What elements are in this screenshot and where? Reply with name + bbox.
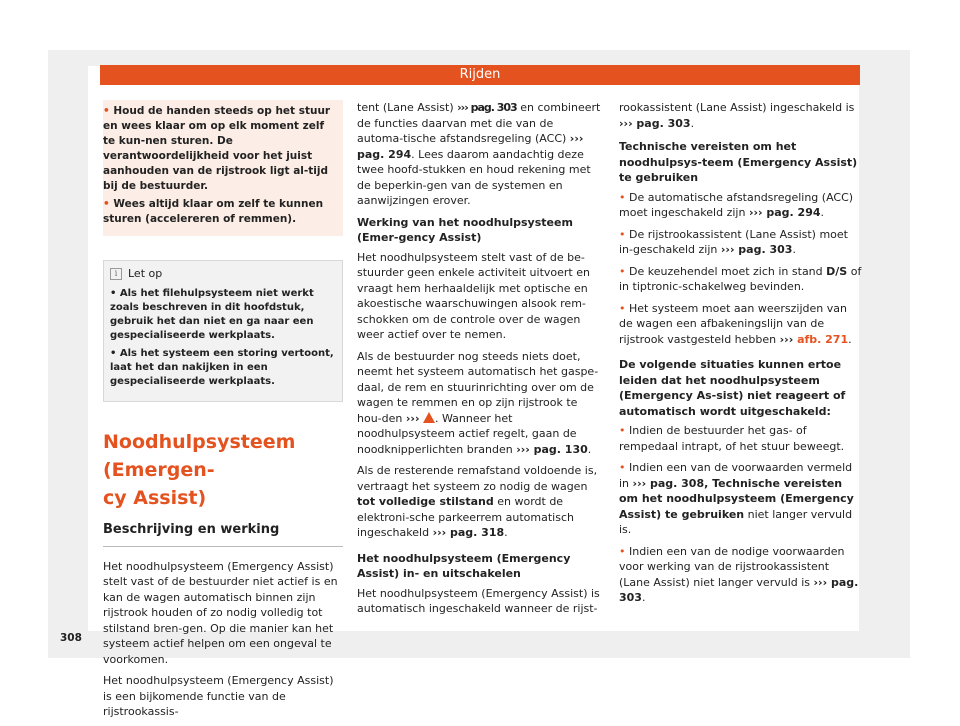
warning-box xyxy=(103,100,343,236)
warning-triangle-icon[interactable] xyxy=(423,412,435,423)
column-middle xyxy=(357,100,601,623)
paragraph: Het noodhulpsysteem stelt vast of de be-stuurder geen enkele activiteit uitvoert en vraagt hem herhaaldelijk met optische en akoestische waarschuwingen alsook rem-schokken om de controle over de wagen weer actief over te nemen. xyxy=(357,250,590,341)
note-box xyxy=(103,260,343,402)
paragraph: Als de bestuurder nog steeds niets doet, neemt het systeem automatisch het gaspe-daal, de rem en stuurinrichting over om de wagen te remmen en op zijn rijstrook te hou-den ››› . Wanneer het noodhulpsysteem actief regelt, gaan de noodknipperlichten branden ››› pag. 130. xyxy=(357,349,599,456)
list-item: • De keuzehendel moet zich in stand D/S of in tiptronic-schakelweg bevinden. xyxy=(619,264,862,293)
page-reference-link[interactable]: ››› pag. 303 xyxy=(619,116,691,130)
paragraph: rookassistent (Lane Assist) ingeschakeld is ››› pag. 303. xyxy=(619,101,855,130)
list-item: • Indien een van de nodige voorwaarden voor werking van de rijstrookassistent (Lane Assist) niet langer vervuld is ››› pag. 303. xyxy=(619,544,859,604)
note-header: i Let op xyxy=(110,267,336,281)
list-item: • Indien een van de voorwaarden vermeld in ››› pag. 308, Technische vereisten om het noodhulpsysteem (Emergency Assist) te gebruiken niet langer vervuld is. xyxy=(619,461,854,536)
page-number: 308 xyxy=(60,632,82,644)
note-item: • Als het systeem een storing vertoont, laat het dan nakijken in een gespecialiseerde werkplaats. xyxy=(110,348,334,387)
list-item: • De rijstrookassistent (Lane Assist) moet in-geschakeld zijn ››› pag. 303. xyxy=(619,227,848,256)
page-reference-link[interactable]: ››› pag. 303 xyxy=(457,101,517,114)
paragraph: Het noodhulpsysteem (Emergency Assist) is een bijkomende functie van de rijstrookassis- xyxy=(103,674,334,718)
page-reference-link[interactable]: ››› pag. 130 xyxy=(516,442,588,456)
section-title: Noodhulpsysteem (Emergen- cy Assist) xyxy=(103,431,296,509)
column-right xyxy=(619,100,863,612)
list-item: • Indien de bestuurder het gas- of rempedaal intrapt, of het stuur beweegt. xyxy=(619,424,845,453)
page-reference-link[interactable]: ››› pag. 294 xyxy=(357,132,584,161)
page-reference-link[interactable]: ››› pag. 294 xyxy=(748,206,821,219)
warning-item: • Wees altijd klaar om zelf te kunnen sturen (accelereren of remmen). xyxy=(103,198,324,225)
subheading: Het noodhulpsysteem (Emergency Assist) in- en uitschakelen xyxy=(357,551,571,580)
list-item: • De automatische afstandsregeling (ACC) moet ingeschakeld zijn ››› pag. 294. xyxy=(619,190,854,219)
list-item: • Het systeem moet aan weerszijden van de wagen een afbakeningslijn van de rijstrook vastgesteld hebben ››› afb. 271. xyxy=(619,301,852,346)
note-item: • Als het filehulpsysteem niet werkt zoals beschreven in dit hoofdstuk, gebruik het dan niet en ga naar een gespecialiseerde werkplaats. xyxy=(110,288,314,341)
page-reference-link[interactable]: ››› pag. 308, Technische vereisten om het noodhulpsysteem (Emergency Assist) te gebruiken xyxy=(619,476,854,521)
page-reference-link[interactable]: ››› pag. 303 xyxy=(619,575,859,604)
chapter-header: Rijden xyxy=(100,65,860,85)
page-reference-link[interactable]: ››› pag. 318 xyxy=(432,526,505,539)
paragraph: Het noodhulpsysteem (Emergency Assist) stelt vast of de bestuurder niet actief is en kan de wagen automatisch binnen zijn rijstrook houden of zo nodig volledig tot stilstand bren-gen. Op die manier kan het systeem actief helpen om een ongeval te voorkomen. xyxy=(103,559,338,666)
subheading: Werking van het noodhulpsysteem (Emer-gency Assist) xyxy=(357,215,573,244)
page-reference-link[interactable]: ››› pag. 303 xyxy=(720,243,793,256)
subheading: De volgende situaties kunnen ertoe leiden dat het noodhulpsysteem (Emergency As-sist) niet reageert of automatisch wordt uitgeschakeld: xyxy=(619,358,846,418)
paragraph: tent (Lane Assist) ››› pag. 303 en combineert de functies daarvan met die van de automa-tische afstandsregeling (ACC) ››› pag. 294. Lees daarom aandachtig deze twee hoofd-stukken en houd rekening met de beperkin-gen van de systemen en aanwijzingen erover. xyxy=(357,101,601,207)
figure-reference-link[interactable]: afb. 271 xyxy=(793,332,849,346)
subheading: Technische vereisten om het noodhulpsys-teem (Emergency Assist) te gebruiken xyxy=(619,140,858,184)
paragraph: Het noodhulpsysteem (Emergency Assist) is automatisch ingeschakeld wanneer de rijst- xyxy=(357,586,600,615)
section-subtitle: Beschrijving en werking xyxy=(103,522,343,547)
column-left xyxy=(103,100,343,726)
paragraph: Als de resterende remafstand voldoende is, vertraagt het systeem zo nodig de wagen tot volledige stilstand en wordt de elektroni-sche parkeerrem automatisch ingeschakeld ››› pag. 318. xyxy=(357,464,598,539)
warning-item: • Houd de handen steeds op het stuur en wees klaar om op elk moment zelf te kun-nen sturen. De verantwoordelijkheid voor het juist aanhouden van de rijstrook ligt al-tijd bij de bestuurder. xyxy=(103,105,331,192)
info-icon: i xyxy=(110,268,122,280)
